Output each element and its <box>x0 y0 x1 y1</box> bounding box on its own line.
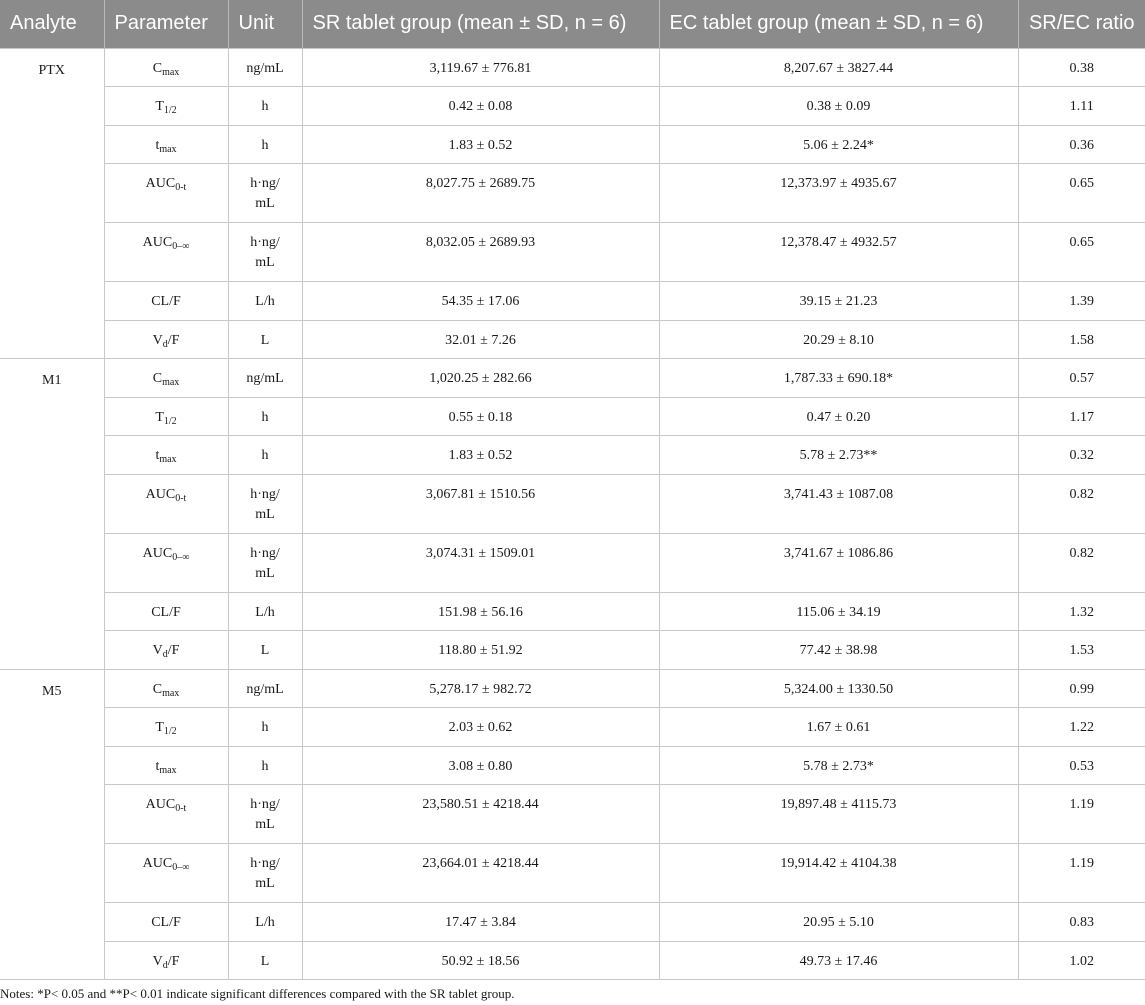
sr-value-cell: 3,119.67 ± 776.81 <box>302 48 659 87</box>
parameter-symbol: V <box>152 643 163 658</box>
table-row <box>0 785 1145 844</box>
unit-cell: h <box>228 436 302 475</box>
parameter-subscript: d <box>162 649 168 660</box>
header-sr-group: SR tablet group (mean ± SD, n = 6) <box>302 0 659 48</box>
parameter-cell <box>104 708 228 747</box>
parameter-subscript: d <box>162 338 168 350</box>
ec-value-cell: 19,914.42 ± 4104.38 <box>659 844 1018 903</box>
ratio-cell: 0.99 <box>1018 669 1145 708</box>
table-row <box>0 397 1145 436</box>
ratio-cell: 0.82 <box>1018 533 1145 592</box>
ec-value-cell: 20.29 ± 8.10 <box>659 320 1018 359</box>
parameter-cell <box>104 592 228 631</box>
ratio-cell: 1.39 <box>1018 282 1145 321</box>
ratio-cell: 1.11 <box>1018 87 1145 126</box>
parameter-symbol: C <box>152 60 163 76</box>
ec-value-cell: 5.78 ± 2.73** <box>659 436 1018 475</box>
unit-cell: ng/mL <box>228 48 302 87</box>
parameter-symbol: C <box>152 681 163 697</box>
table-row <box>0 359 1145 398</box>
ec-value-cell: 3,741.67 ± 1086.86 <box>659 533 1018 592</box>
unit-cell: L <box>228 941 302 980</box>
unit-cell: ng/mL <box>228 669 302 708</box>
parameter-symbol: C <box>152 371 163 386</box>
parameter-cell <box>104 282 228 321</box>
ec-value-cell: 19,897.48 ± 4115.73 <box>659 785 1018 844</box>
unit-cell: h·ng/ mL <box>228 223 302 282</box>
sr-value-cell: 1,020.25 ± 282.66 <box>302 359 659 398</box>
ratio-cell: 1.22 <box>1018 708 1145 747</box>
ratio-cell: 0.38 <box>1018 48 1145 87</box>
unit-cell: ng/mL <box>228 359 302 398</box>
table-row <box>0 592 1145 631</box>
parameter-symbol: T <box>155 99 164 114</box>
parameter-cell <box>104 48 228 87</box>
parameter-cell <box>104 903 228 942</box>
parameter-suffix: /F <box>167 953 180 969</box>
sr-value-cell: 32.01 ± 7.26 <box>302 320 659 359</box>
parameter-cell <box>104 125 228 164</box>
ratio-cell: 0.57 <box>1018 359 1145 398</box>
ratio-cell: 0.65 <box>1018 164 1145 223</box>
unit-cell: h <box>228 708 302 747</box>
sr-value-cell: 8,032.05 ± 2689.93 <box>302 223 659 282</box>
parameter-cell <box>104 474 228 533</box>
unit-cell: h·ng/ mL <box>228 533 302 592</box>
sr-value-cell: 5,278.17 ± 982.72 <box>302 669 659 708</box>
parameter-symbol: AUC <box>145 486 176 502</box>
header-analyte: Analyte <box>0 0 104 48</box>
parameter-cell <box>104 223 228 282</box>
table-body <box>0 48 1145 980</box>
parameter-symbol: T <box>155 720 164 735</box>
sr-value-cell: 23,664.01 ± 4218.44 <box>302 844 659 903</box>
table-row <box>0 631 1145 670</box>
table-row <box>0 48 1145 87</box>
sr-value-cell: 3,067.81 ± 1510.56 <box>302 474 659 533</box>
parameter-symbol: AUC <box>145 176 176 191</box>
parameter-symbol: T <box>155 409 164 425</box>
analyte-cell: M1 <box>0 359 104 670</box>
unit-cell: h·ng/ mL <box>228 844 302 903</box>
sr-value-cell: 17.47 ± 3.84 <box>302 903 659 942</box>
ratio-cell: 1.19 <box>1018 785 1145 844</box>
sr-value-cell: 2.03 ± 0.62 <box>302 708 659 747</box>
parameter-subscript: 0–∞ <box>172 551 190 563</box>
parameter-subscript: max <box>162 66 180 78</box>
parameter-cell <box>104 397 228 436</box>
parameter-symbol: AUC <box>142 545 173 561</box>
unit-cell: h·ng/ mL <box>228 474 302 533</box>
unit-cell: L <box>228 320 302 359</box>
parameter-subscript: 0–∞ <box>172 862 190 873</box>
table-row <box>0 669 1145 708</box>
ec-value-cell: 20.95 ± 5.10 <box>659 903 1018 942</box>
ec-value-cell: 5.78 ± 2.73* <box>659 746 1018 785</box>
parameter-cell <box>104 669 228 708</box>
unit-cell: h·ng/ mL <box>228 785 302 844</box>
ec-value-cell: 39.15 ± 21.23 <box>659 282 1018 321</box>
parameter-subscript: 0–∞ <box>172 241 190 252</box>
header-row <box>0 0 1145 48</box>
ec-value-cell: 49.73 ± 17.46 <box>659 941 1018 980</box>
header-ratio: SR/EC ratio <box>1018 0 1145 48</box>
sr-value-cell: 3.08 ± 0.80 <box>302 746 659 785</box>
parameter-cell <box>104 785 228 844</box>
ratio-cell: 0.53 <box>1018 746 1145 785</box>
unit-cell: h <box>228 125 302 164</box>
unit-cell: L/h <box>228 903 302 942</box>
sr-value-cell: 0.55 ± 0.18 <box>302 397 659 436</box>
ec-value-cell: 12,373.97 ± 4935.67 <box>659 164 1018 223</box>
parameter-subscript: 1/2 <box>163 105 177 116</box>
parameter-cell <box>104 87 228 126</box>
table-row <box>0 903 1145 942</box>
parameter-subscript: max <box>162 687 180 699</box>
unit-cell: h <box>228 87 302 126</box>
unit-cell: L <box>228 631 302 670</box>
ec-value-cell: 12,378.47 ± 4932.57 <box>659 223 1018 282</box>
table-row <box>0 746 1145 785</box>
sr-value-cell: 151.98 ± 56.16 <box>302 592 659 631</box>
parameter-subscript: max <box>159 764 177 776</box>
parameter-subscript: 1/2 <box>163 415 177 427</box>
parameter-suffix: /F <box>167 332 180 348</box>
ratio-cell: 0.32 <box>1018 436 1145 475</box>
ratio-cell: 0.83 <box>1018 903 1145 942</box>
header-parameter: Parameter <box>104 0 228 48</box>
table-row <box>0 282 1145 321</box>
table-row <box>0 87 1145 126</box>
parameter-subscript: 0-t <box>175 492 187 504</box>
table-row <box>0 436 1145 475</box>
parameter-subscript: 0-t <box>175 182 187 193</box>
parameter-subscript: 0-t <box>175 803 187 814</box>
table-notes: Notes: *P< 0.05 and **P< 0.01 indicate significant differences compared with the SR tablet group. <box>0 986 515 1001</box>
parameter-cell <box>104 631 228 670</box>
sr-value-cell: 118.80 ± 51.92 <box>302 631 659 670</box>
parameter-subscript: max <box>159 454 177 465</box>
parameter-symbol: t <box>155 758 160 774</box>
sr-value-cell: 1.83 ± 0.52 <box>302 436 659 475</box>
ratio-cell: 1.53 <box>1018 631 1145 670</box>
table-row <box>0 223 1145 282</box>
table-row <box>0 533 1145 592</box>
parameter-symbol: V <box>152 332 163 348</box>
unit-cell: h·ng/ mL <box>228 164 302 223</box>
ratio-cell: 0.36 <box>1018 125 1145 164</box>
ec-value-cell: 5.06 ± 2.24* <box>659 125 1018 164</box>
sr-value-cell: 3,074.31 ± 1509.01 <box>302 533 659 592</box>
ec-value-cell: 3,741.43 ± 1087.08 <box>659 474 1018 533</box>
parameter-cell <box>104 436 228 475</box>
ec-value-cell: 1.67 ± 0.61 <box>659 708 1018 747</box>
unit-cell: h <box>228 397 302 436</box>
parameter-symbol: V <box>152 953 163 969</box>
parameter-symbol: CL/F <box>151 604 181 620</box>
parameter-subscript: d <box>162 959 168 971</box>
sr-value-cell: 1.83 ± 0.52 <box>302 125 659 164</box>
parameter-symbol: t <box>155 448 160 463</box>
ratio-cell: 1.02 <box>1018 941 1145 980</box>
unit-cell: L/h <box>228 282 302 321</box>
ec-value-cell: 0.47 ± 0.20 <box>659 397 1018 436</box>
ratio-cell: 1.19 <box>1018 844 1145 903</box>
parameter-cell <box>104 533 228 592</box>
table-row <box>0 844 1145 903</box>
parameter-symbol: AUC <box>145 797 176 812</box>
parameter-symbol: CL/F <box>151 294 181 309</box>
ratio-cell: 1.17 <box>1018 397 1145 436</box>
header-unit: Unit <box>228 0 302 48</box>
sr-value-cell: 50.92 ± 18.56 <box>302 941 659 980</box>
ec-value-cell: 77.42 ± 38.98 <box>659 631 1018 670</box>
ratio-cell: 1.58 <box>1018 320 1145 359</box>
ec-value-cell: 8,207.67 ± 3827.44 <box>659 48 1018 87</box>
sr-value-cell: 54.35 ± 17.06 <box>302 282 659 321</box>
parameter-symbol: CL/F <box>151 915 181 930</box>
ec-value-cell: 5,324.00 ± 1330.50 <box>659 669 1018 708</box>
parameter-subscript: max <box>162 377 180 388</box>
parameter-symbol: AUC <box>142 235 173 250</box>
sr-value-cell: 8,027.75 ± 2689.75 <box>302 164 659 223</box>
table-row <box>0 708 1145 747</box>
unit-cell: L/h <box>228 592 302 631</box>
ratio-cell: 0.65 <box>1018 223 1145 282</box>
sr-value-cell: 23,580.51 ± 4218.44 <box>302 785 659 844</box>
sr-value-cell: 0.42 ± 0.08 <box>302 87 659 126</box>
parameter-cell <box>104 844 228 903</box>
ec-value-cell: 1,787.33 ± 690.18* <box>659 359 1018 398</box>
parameter-symbol: AUC <box>142 856 173 871</box>
parameter-cell <box>104 941 228 980</box>
unit-cell: h <box>228 746 302 785</box>
parameter-symbol: t <box>155 137 160 153</box>
parameter-subscript: max <box>159 143 177 155</box>
parameter-subscript: 1/2 <box>163 726 177 737</box>
parameter-cell <box>104 164 228 223</box>
table-row <box>0 474 1145 533</box>
table-row <box>0 164 1145 223</box>
table-row <box>0 320 1145 359</box>
ec-value-cell: 0.38 ± 0.09 <box>659 87 1018 126</box>
parameter-cell <box>104 320 228 359</box>
parameter-cell <box>104 359 228 398</box>
table-row <box>0 125 1145 164</box>
analyte-cell: M5 <box>0 669 104 980</box>
ec-value-cell: 115.06 ± 34.19 <box>659 592 1018 631</box>
analyte-cell: PTX <box>0 48 104 359</box>
ratio-cell: 0.82 <box>1018 474 1145 533</box>
parameter-cell <box>104 746 228 785</box>
parameter-suffix: /F <box>167 643 180 658</box>
header-ec-group: EC tablet group (mean ± SD, n = 6) <box>659 0 1018 48</box>
table-row <box>0 941 1145 980</box>
ratio-cell: 1.32 <box>1018 592 1145 631</box>
